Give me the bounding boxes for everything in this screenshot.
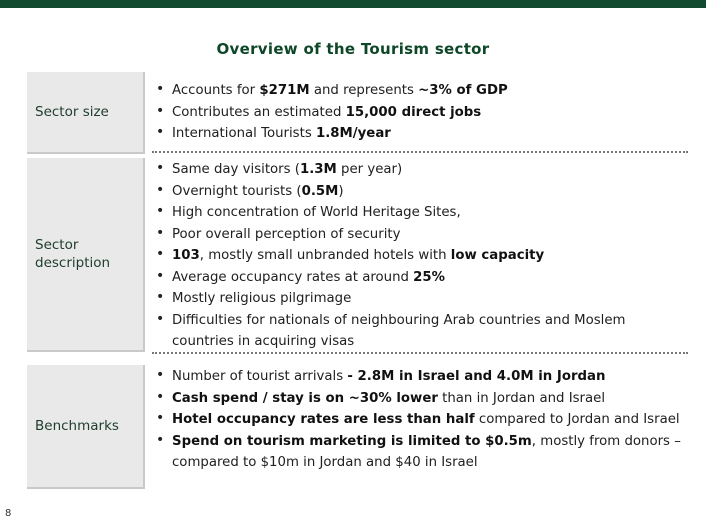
section-separator [152,151,688,153]
section-label-box-benchmarks [27,365,145,489]
section-label-benchmarks: Benchmarks [35,418,119,434]
slide-title: Overview of the Tourism sector [216,40,490,58]
bullet-item [152,80,688,102]
bullet-text: Contributes an estimated [172,104,346,120]
bullet-text: High concentration of World Heritage Sites, [172,205,461,220]
section-label-sector-size: Sector size [35,104,109,120]
bullet-text: and represents [309,83,419,98]
bullet-text-bold: 15,000 direct jobs [345,104,482,120]
bullet-item [152,245,688,267]
bullet-item [152,310,688,353]
section-label-box-sector-size [27,72,145,154]
bullet-text: per year) [336,162,403,177]
bullet-text-bold: Cash spend / stay is on ~30% lower [172,390,438,406]
bullet-text-bold: low capacity [450,248,545,263]
bullet-text-bold: - 2.8M in Israel and 4.0M in Jordan [347,369,606,384]
bullet-text-bold: Hotel occupancy rates are less than half [172,412,475,427]
bullet-text: Poor overall perception of security [172,226,401,242]
bullet-list-sector-description [152,159,688,353]
bullet-text: Accounts for [172,83,260,98]
bullet-text-bold: 1.8M/year [315,126,391,141]
bullet-text-bold: $271M [259,83,310,98]
bullet-text: Difficulties for nationals of neighbouring Arab countries and Moslem countries in acquiring visas [172,312,626,349]
bullet-text-bold: 0.5M [301,183,339,199]
bullet-text: Overnight tourists ( [172,183,302,199]
bullet-text: compared to Jordan and Israel [474,412,680,427]
bullet-text-bold: Spend on tourism marketing is limited to $0.5m [172,433,532,449]
bullet-text: Same day visitors ( [172,162,300,177]
bullet-text: , mostly from donors – compared to $10m in Jordan and $40 in Israel [172,433,681,470]
section-separator [152,352,688,354]
bullet-item [152,123,688,145]
section-label-box-sector-description [27,158,145,352]
bullet-item [152,102,688,124]
bullet-text-bold: 1.3M [299,162,337,177]
bullet-text-bold: 25% [413,269,445,285]
bullet-item [152,224,688,246]
bullet-item [152,159,688,181]
bullet-item [152,431,688,474]
bullet-text: Number of tourist arrivals [172,369,348,384]
bullet-item [152,202,688,224]
bullet-item [152,388,688,410]
bullet-item [152,409,688,431]
bullet-item [152,267,688,289]
bullet-item [152,366,688,388]
bullet-text: than in Jordan and Israel [437,390,606,406]
bullet-item [152,181,688,203]
bullet-text: Average occupancy rates at around [172,269,414,285]
bullet-text: Mostly religious pilgrimage [172,291,352,306]
bullet-item [152,288,688,310]
bullet-text-bold: ~3% of GDP [418,83,508,98]
top-accent-bar [0,0,706,8]
bullet-text-bold: 103 [172,248,200,263]
page-number: 8 [5,508,12,519]
bullet-list-benchmarks [152,366,688,474]
bullet-text: , mostly small unbranded hotels with [199,248,451,263]
section-label-sector-description: Sector description [35,237,111,271]
bullet-list-sector-size [152,80,688,145]
bullet-text: International Tourists [172,126,316,141]
bullet-text: ) [338,183,344,199]
